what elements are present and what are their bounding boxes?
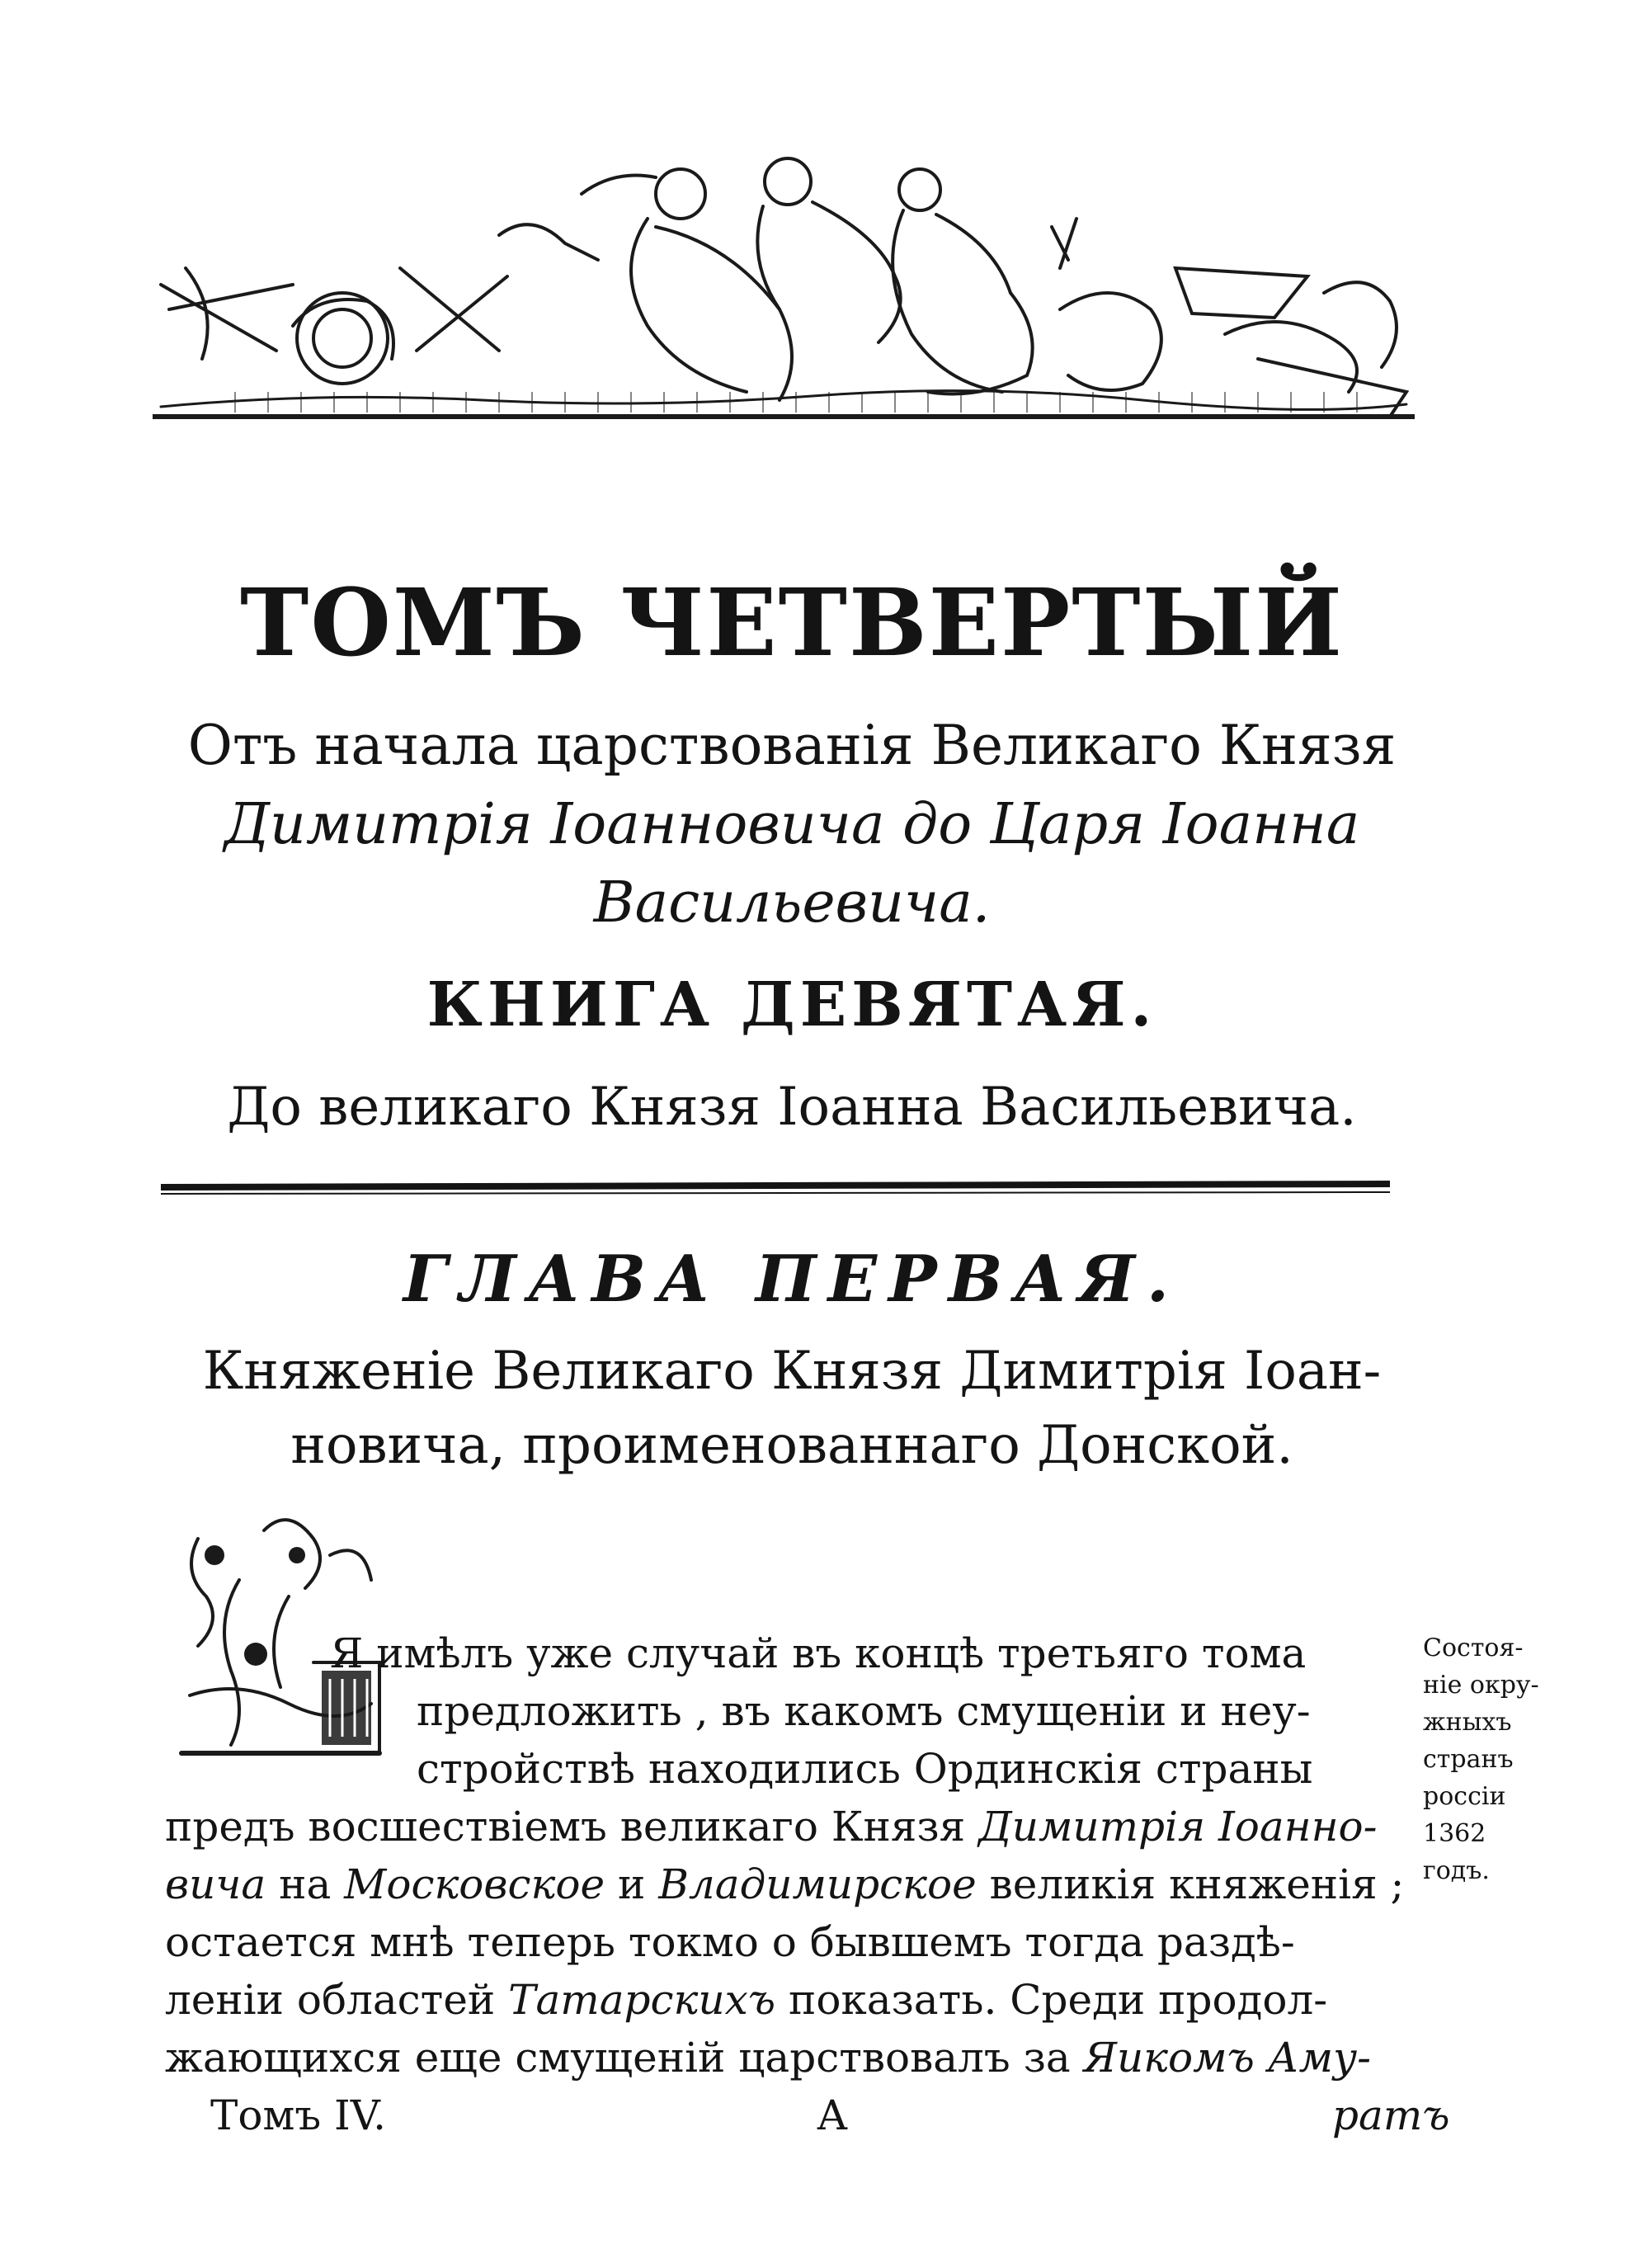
margin-note-line-2: ніе окру- bbox=[1423, 1671, 1539, 1700]
body-line-5-part-d: и bbox=[605, 1860, 659, 1908]
body-line-5-italic-a: вича bbox=[165, 1860, 266, 1908]
volume-title: ТОМЪ ЧЕТВЕРТЫЙ bbox=[240, 569, 1344, 677]
margin-note-line-5: россіи bbox=[1423, 1782, 1506, 1811]
margin-note-line-1: Состоя- bbox=[1423, 1634, 1524, 1662]
volume-description-line-1: Отъ начала царствованія Великаго Князя bbox=[187, 714, 1397, 777]
body-line-8-part-a: жающихся еще смущеній царствовалъ за bbox=[165, 2034, 1084, 2082]
headpiece-ornament bbox=[153, 144, 1415, 437]
chapter-title: ГЛАВА ПЕРВАЯ. bbox=[403, 1242, 1181, 1317]
body-line-4-part-a: предъ восшествіемъ великаго Князя bbox=[165, 1803, 979, 1851]
body-line-5-part-b: на bbox=[266, 1860, 345, 1908]
body-line-5-part-f: великія княженія ; bbox=[976, 1860, 1405, 1908]
body-line-8 bbox=[165, 2034, 1371, 2082]
body-line-2: предложить , въ какомъ смущеніи и неу- bbox=[417, 1687, 1311, 1735]
body-line-7-part-a: леніи областей bbox=[165, 1976, 509, 2024]
body-line-6: остается мнѣ теперь токмо о бывшемъ тогда раздѣ- bbox=[165, 1918, 1295, 1966]
margin-note-line-3: жныхъ bbox=[1423, 1708, 1512, 1737]
body-line-5 bbox=[165, 1860, 1404, 1908]
body-line-5-italic-c: Московское bbox=[344, 1860, 605, 1908]
body-line-3: стройствѣ находились Ординскія страны bbox=[417, 1745, 1313, 1793]
margin-note-line-6: 1362 bbox=[1423, 1819, 1486, 1848]
body-line-5-italic-e: Владимирское bbox=[658, 1860, 977, 1908]
body-line-7-italic: Татарскихъ bbox=[508, 1976, 776, 2024]
body-line-1: Я имѣлъ уже случай въ концѣ третьяго тома bbox=[330, 1629, 1307, 1677]
body-line-4-italic: Димитрія Іоанно- bbox=[978, 1803, 1378, 1851]
volume-description-line-3: Васильевича. bbox=[593, 870, 991, 936]
book-title: КНИГА ДЕВЯТАЯ. bbox=[426, 969, 1157, 1040]
footer-signature-mark: А bbox=[817, 2091, 848, 2139]
volume-description-line-2: Димитрія Іоанновича до Царя Іоанна bbox=[224, 792, 1360, 857]
margin-note-line-4: странъ bbox=[1423, 1745, 1514, 1774]
footer-volume-label: Томъ IV. bbox=[210, 2091, 387, 2139]
chapter-description-line-1: Княженіе Великаго Князя Димитрія Іоан- bbox=[202, 1341, 1382, 1402]
body-line-8-italic: Яикомъ Аму- bbox=[1083, 2034, 1371, 2082]
margin-note bbox=[1423, 1629, 1555, 1889]
divider-rule bbox=[161, 1176, 1390, 1197]
footer-catchword: ратъ bbox=[1332, 2091, 1450, 2139]
body-line-7 bbox=[165, 1976, 1327, 2024]
chapter-description-line-2: новича, проименованнаго Донской. bbox=[290, 1415, 1293, 1476]
body-line-7-part-c: показать. Среди продол- bbox=[775, 1976, 1328, 2024]
margin-note-line-7: годъ. bbox=[1423, 1856, 1490, 1885]
body-line-4 bbox=[165, 1803, 1378, 1851]
book-description: До великаго Князя Іоанна Васильевича. bbox=[227, 1077, 1357, 1138]
